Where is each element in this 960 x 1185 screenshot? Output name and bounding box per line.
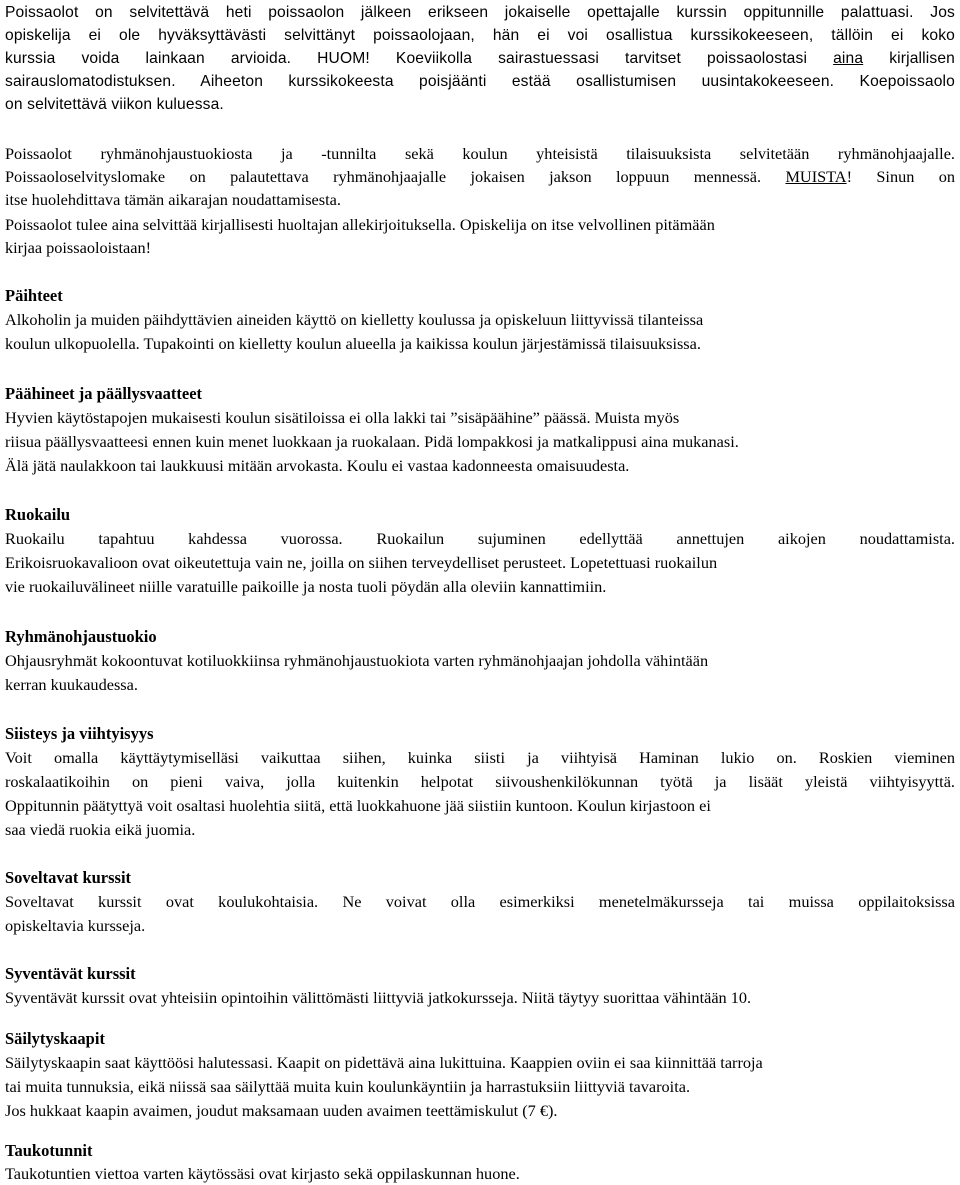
section-text-line: roskalaatikoihin on pieni vaiva, jolla kuitenkin helpotat siivoushenkilökunnan työtä ja lisäät yleistä viihtyisyyttä. (5, 772, 955, 791)
section-text-line: Hyvien käytöstapojen mukaisesti koulun sisätiloissa ei olla lakki tai ”sisäpäähine” päässä. Muista myös (5, 408, 680, 427)
section-text-line: Alkoholin ja muiden päihdyttävien aineiden käyttö on kielletty koulussa ja opiskeluun liittyvissä tilanteissa (5, 310, 704, 329)
absence-text-line: Poissaolot on selvitettävä heti poissaolon jälkeen erikseen jokaiselle opettajalle kurssin oppitunnille palattuasi. Jos (5, 4, 955, 21)
absence-text-line: Poissaolot ryhmänohjaustuokiosta ja -tunnilta sekä koulun yhteisistä tilaisuuksista selvitetään ryhmänohjaajalle. (5, 144, 955, 163)
section-text-line: riisua päällysvaatteesi ennen kuin menet luokkaan ja ruokalaan. Pidä lompakkosi ja matkalippusi aina mukanasi. (5, 432, 739, 451)
section-text-line: Älä jätä naulakkoon tai laukkuusi mitään arvokasta. Koulu ei vastaa kadonneesta omaisuudesta. (5, 456, 630, 475)
absence-text-fragment: kirjallisen (889, 50, 955, 67)
underlined-muista: MUISTA (785, 167, 847, 186)
absence-text-line: kirjaa poissaoloistaan! (5, 238, 152, 257)
absence-text-fragment: ! Sinun on (846, 167, 956, 186)
section-text-line: kerran kuukaudessa. (5, 675, 138, 694)
absence-text-line: Poissaolot tulee aina selvittää kirjallisesti huoltajan allekirjoituksella. Opiskelija on itse velvollinen pitämään (5, 215, 715, 234)
absence-text-line: opiskelija ei ole hyväksyttävästi selvittänyt poissaolojaan, hän ei voi osallistua kurssikokeeseen, tällöin ei koko (5, 27, 955, 44)
section-text-line: Jos hukkaat kaapin avaimen, joudut maksamaan uuden avaimen teettämiskulut (7 €). (5, 1101, 558, 1120)
section-heading-syventavat: Syventävät kurssit (5, 964, 136, 983)
section-text-line: saa viedä ruokia eikä juomia. (5, 820, 196, 839)
section-heading-siisteys: Siisteys ja viihtyisyys (5, 724, 154, 743)
section-text-line: Ohjausryhmät kokoontuvat kotiluokkiinsa ryhmänohjaustuokiota varten ryhmänohjaajan johdolla vähintään (5, 651, 709, 670)
section-text-line: opiskeltavia kursseja. (5, 916, 146, 935)
absence-text-line: itse huolehdittava tämän aikarajan noudattamisesta. (5, 190, 341, 209)
section-text-line: koulun ulkopuolella. Tupakointi on kielletty koulun alueella ja kaikissa koulun järjestämissä tilaisuuksissa. (5, 334, 701, 353)
section-heading-soveltavat: Soveltavat kurssit (5, 868, 132, 887)
section-text-line: Ruokailu tapahtuu kahdessa vuorossa. Ruokailun sujuminen edellyttää annettujen aikojen noudattamista. (5, 529, 955, 548)
absence-text-line: sairauslomatodistuksen. Aiheeton kurssikokeesta poisjäänti estää osallistumisen uusintakokeeseen. Koepoissaolo (5, 73, 955, 90)
section-heading-ryhmanohjaustuokio: Ryhmänohjaustuokio (5, 627, 157, 646)
section-text-line: tai muita tunnuksia, eikä niissä saa säilyttää muita kuin koulunkäyntiin ja harrastuksiin liittyviä tavaroita. (5, 1077, 691, 1096)
absence-text-line (5, 165, 955, 188)
section-text-line: Taukotuntien viettoa varten käytössäsi ovat kirjasto sekä oppilaskunnan huone. (5, 1164, 520, 1183)
section-text-line: vie ruokailuvälineet niille varatuille paikoille ja nosta tuoli pöydän alla oleviin kannattimiin. (5, 577, 607, 596)
section-heading-paahineet: Päähineet ja päällysvaatteet (5, 384, 203, 403)
section-text-line: Soveltavat kurssit ovat koulukohtaisia. Ne voivat olla esimerkiksi menetelmäkursseja tai muissa oppilaitoksissa (5, 892, 955, 911)
section-text-line: Oppitunnin päätyttyä voit osaltasi huolehtia siitä, että luokkahuone jää siistiin kuntoon. Koulun kirjastoon ei (5, 796, 711, 815)
section-heading-sailytyskaapit: Säilytyskaapit (5, 1029, 105, 1048)
section-text-line: Voit omalla käyttäytymiselläsi vaikuttaa siihen, kuinka siisti ja viihtyisä Haminan lukio on. Roskien vieminen (5, 748, 955, 767)
section-heading-ruokailu: Ruokailu (5, 505, 71, 524)
absence-text-fragment: kurssia voida lainkaan arvioida. HUOM! Koeviikolla sairastuessasi tarvitset poissaolostasi (5, 50, 808, 67)
section-heading-paihteet: Päihteet (5, 286, 63, 305)
absence-text-line (5, 47, 955, 70)
section-text-line: Syventävät kurssit ovat yhteisiin opintoihin välittömästi liittyviä jatkokursseja. Niitä täytyy suorittaa vähintään 10. (5, 988, 752, 1007)
section-text-line: Säilytyskaapin saat käyttöösi halutessasi. Kaapit on pidettävä aina lukittuina. Kaappien oviin ei saa kiinnittää tarroja (5, 1053, 763, 1072)
underlined-aina: aina (833, 50, 864, 67)
section-text-line: Erikoisruokavalioon ovat oikeutettuja vain ne, joilla on siihen terveydelliset perusteet. Lopetettuasi ruokailun (5, 553, 718, 572)
absence-text-fragment: Poissaoloselvityslomake on palautettava ryhmänohjaajalle jokaisen jakson loppuun mennessä. (5, 167, 762, 186)
absence-text-line: on selvitettävä viikon kuluessa. (5, 96, 224, 113)
section-heading-taukotunnit: Taukotunnit (5, 1141, 93, 1160)
